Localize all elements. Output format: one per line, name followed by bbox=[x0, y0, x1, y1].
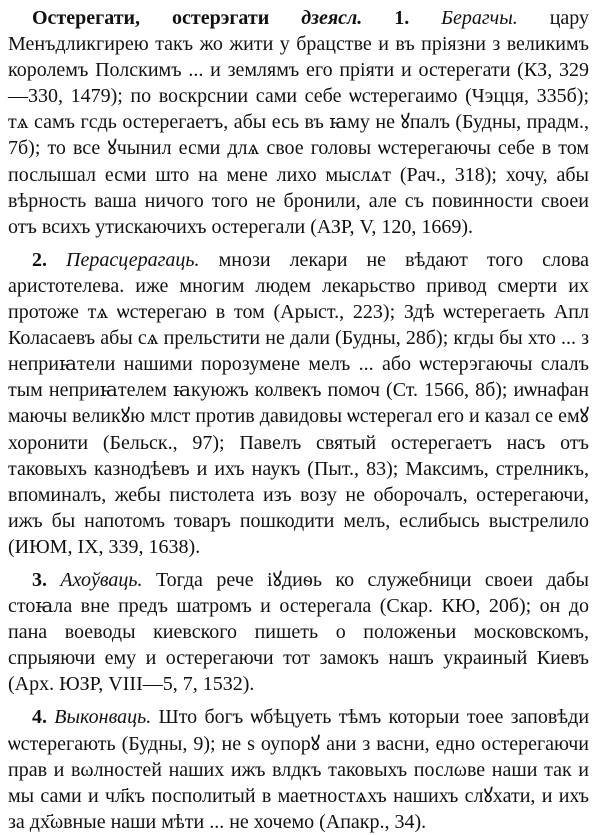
sense-2-number: 2. bbox=[32, 248, 47, 271]
sense-1-number: 1. bbox=[394, 7, 410, 29]
sense-4-gloss: Выконваць. bbox=[54, 706, 152, 729]
sense-1-gloss: Берагчы. bbox=[441, 7, 518, 29]
sense-1-paragraph bbox=[8, 5, 589, 240]
sense-2-text: мнози лекари не вѣдают того слова аристотелева. иже многим людем лекарьство привод смерти их протоже тѧ ѡстерегаю в том (Арыст., 223); Здѣ ѡстерегаеть Апл Коласаевъ абы сѧ прельстити не дали (Будны, 28б); кгды бы хто ... з неприꙗтели нашими порозумене мелъ ... або ѡстерэгаючы слалъ тым неприꙗтелем ꙗкуюжъ колвекъ помоч (Ст. 1566, 8б); иѡнафан маючы великꙋю млст против давидовы ѡстерегал его и казал се емꙋ хоронити (Бельск., 97); Павелъ святый остерегаетъ насъ отъ таковыхъ казнодѣевъ и ихъ наукъ (Пыт., 83); Максимъ, стрелникъ, впоминалъ, жебы пистолета изъ возу не оборочалъ, остерегаючи, ижъ бы напотомъ товаръ пошкодити мелъ, еслибысь выстрелило (ИЮМ, IX, 339, 1638). bbox=[8, 248, 590, 558]
sense-2-paragraph bbox=[8, 247, 589, 560]
sense-3-text: Тогда рече iꙋдиѳь ко служебници своеи дабы стоꙗла вне предъ шатромъ и остерегала (Скар. КЮ, 20б); он до пана воеводы киевского пишеть о положеньи московскомъ, спрыяючи ему и остерегаючи тот замокъ нашъ украиный Киевъ (Арх. ЮЗР, VIII—5, 7, 1532). bbox=[8, 568, 589, 696]
sense-4-number: 4. bbox=[32, 706, 47, 729]
sense-4-paragraph bbox=[8, 704, 589, 834]
sense-3-gloss: Ахоўваць. bbox=[60, 568, 143, 591]
sense-4-text: Што богъ ѡбѣцуеть тѣмъ которыи тоее заповѣди ѡстерегають (Будны, 9); не ѕ оупорꙋ ани з васни, едно остерегаючи прав и вωлностей наших ижъ влдкъ таковыхъ послωве наши так и мы сами и чл҃къ посполитый в маетностѧхъ нашихъ слꙋхати, и ихъ за дх҃ωвные наши мѣти ... не хочемо (Апакр., 34). bbox=[8, 706, 590, 833]
sense-3-paragraph bbox=[8, 567, 589, 697]
sense-2-gloss: Перасцерагаць. bbox=[66, 248, 200, 271]
sense-1-text: цару Менъдликгирею такъ жо жити у брацстве и въ прiязни з великимъ королемъ Полскимъ ... и землямъ его прiяти и остерегати (КЗ, 329—330, 1479); по воскрснии сами себе ѡстерегаимо (Чэцця, 335б); тѧ самъ гсдь остерегаетъ, абы есь въ ꙗму не ꙋпалъ (Будны, прадм., 7б); то все ꙋчынил есми длѧ свое головы ѡстерегаючы себе в том послышал есми што на мене лихо мыслѧт (Рач., 318); хочу, абы вѣрность ваша ничого того не бронили, але съ повинности своеи отъ всихъ утискаючихъ остерегали (АЗР, V, 120, 1669). bbox=[8, 7, 590, 238]
sense-3-number: 3. bbox=[32, 568, 47, 591]
grammar-label: дзеясл. bbox=[301, 7, 363, 29]
headword: Остерегати, остерэгати bbox=[32, 7, 270, 29]
